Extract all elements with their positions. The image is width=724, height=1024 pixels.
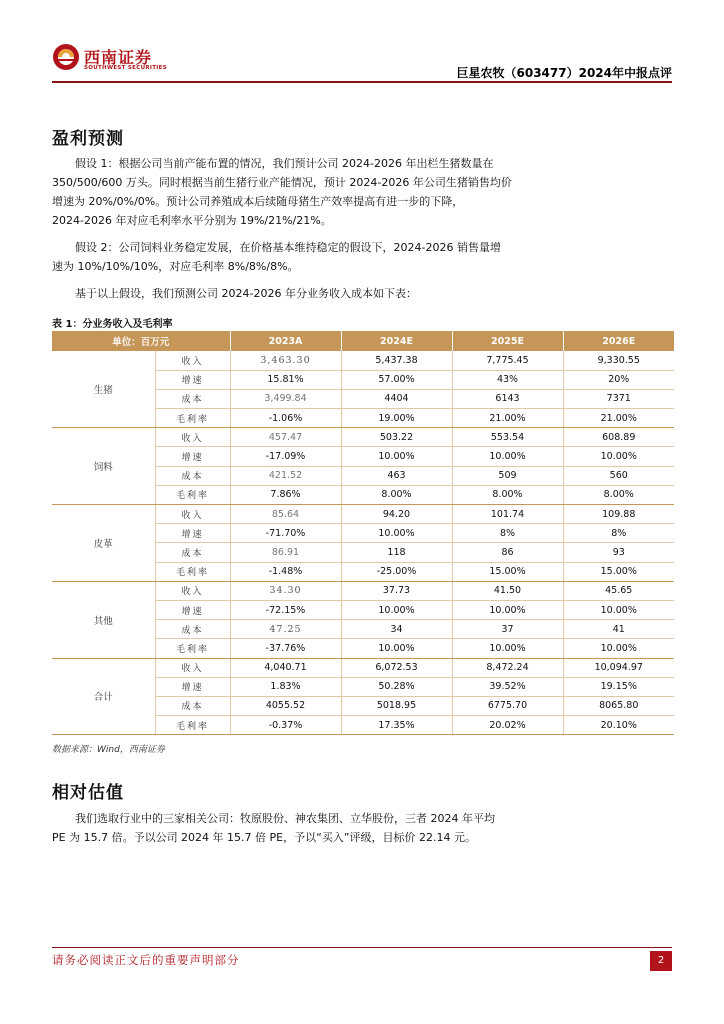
value-cell: 9,330.55 — [563, 351, 674, 370]
value-cell: 10.00% — [341, 447, 452, 466]
value-cell: 3,463.30 — [230, 351, 341, 370]
forecast-intro-paragraph — [52, 284, 672, 303]
value-cell: 109.88 — [563, 505, 674, 524]
metric-label-cell: 成本 — [155, 389, 230, 408]
logo-mark-icon — [52, 43, 80, 71]
value-cell: 20% — [563, 370, 674, 389]
value-cell: 8% — [452, 524, 563, 543]
value-cell: 421.52 — [230, 466, 341, 485]
value-cell: 20.02% — [452, 716, 563, 735]
valuation-paragraph — [52, 809, 672, 847]
assumption-1-paragraph — [52, 154, 672, 230]
segment-name-cell: 合计 — [52, 658, 155, 735]
value-cell: -37.76% — [230, 639, 341, 658]
value-cell: 101.74 — [452, 505, 563, 524]
value-cell: 10.00% — [452, 600, 563, 619]
value-cell: 4404 — [341, 389, 452, 408]
segment-name-cell: 皮革 — [52, 505, 155, 582]
metric-label-cell: 成本 — [155, 543, 230, 562]
value-cell: 37.73 — [341, 581, 452, 600]
value-cell: 39.52% — [452, 677, 563, 696]
value-cell: 41 — [563, 620, 674, 639]
value-cell: 93 — [563, 543, 674, 562]
value-cell: 7371 — [563, 389, 674, 408]
metric-label-cell: 成本 — [155, 466, 230, 485]
value-cell: 37 — [452, 620, 563, 639]
table-caption: 表 1：分业务收入及毛利率 — [52, 319, 173, 330]
value-cell: 8,472.24 — [452, 658, 563, 677]
paragraph-line: PE 为 15.7 倍。予以公司 2024 年 15.7 倍 PE，予以“买入”评级，目标价 22.14 元。 — [52, 831, 476, 844]
value-cell: 94.20 — [341, 505, 452, 524]
table-row — [52, 581, 674, 600]
page-number: 2 — [650, 951, 672, 971]
paragraph-line: 基于以上假设，我们预测公司 2024-2026 年分业务收入成本如下表： — [75, 287, 417, 300]
value-cell: -1.48% — [230, 562, 341, 581]
metric-label-cell: 毛利率 — [155, 562, 230, 581]
metric-label-cell: 收入 — [155, 658, 230, 677]
value-cell: 4055.52 — [230, 696, 341, 715]
metric-label-cell: 增速 — [155, 447, 230, 466]
value-cell: 15.81% — [230, 370, 341, 389]
value-cell: 5,437.38 — [341, 351, 452, 370]
brand-logo — [52, 43, 187, 75]
paragraph-line: 2024-2026 年对应毛利率水平分别为 19%/21%/21%。 — [52, 214, 332, 227]
value-cell: 5018.95 — [341, 696, 452, 715]
value-cell: -1.06% — [230, 409, 341, 428]
value-cell: 43% — [452, 370, 563, 389]
year-header: 2024E — [341, 331, 452, 351]
value-cell: 41.50 — [452, 581, 563, 600]
section-title-earnings-forecast: 盈利预测 — [52, 129, 124, 149]
metric-label-cell: 收入 — [155, 505, 230, 524]
value-cell: 553.54 — [452, 428, 563, 447]
value-cell: 608.89 — [563, 428, 674, 447]
value-cell: 17.35% — [341, 716, 452, 735]
table-row — [52, 505, 674, 524]
year-header: 2026E — [563, 331, 674, 351]
table-header-row — [52, 331, 674, 351]
value-cell: 15.00% — [563, 562, 674, 581]
metric-label-cell: 收入 — [155, 428, 230, 447]
paragraph-line: 假设 2：公司饲料业务稳定发展，在价格基本维持稳定的假设下，2024-2026 销售量增 — [75, 241, 501, 254]
metric-label-cell: 成本 — [155, 620, 230, 639]
logo-english-name: SOUTHWEST SECURITIES — [84, 65, 167, 71]
value-cell: 8% — [563, 524, 674, 543]
value-cell: 34.30 — [230, 581, 341, 600]
value-cell: 8.00% — [452, 485, 563, 504]
value-cell: -0.37% — [230, 716, 341, 735]
footer-divider — [52, 947, 672, 948]
segment-name-cell: 生猪 — [52, 351, 155, 428]
value-cell: 19.15% — [563, 677, 674, 696]
value-cell: 457.47 — [230, 428, 341, 447]
value-cell: 10.00% — [341, 639, 452, 658]
table-row — [52, 351, 674, 370]
value-cell: 50.28% — [341, 677, 452, 696]
paragraph-line: 假设 1：根据公司当前产能布置的情况，我们预计公司 2024-2026 年出栏生猪数量在 — [75, 157, 494, 170]
metric-label-cell: 收入 — [155, 351, 230, 370]
value-cell: 20.10% — [563, 716, 674, 735]
segment-name-cell: 饲料 — [52, 428, 155, 505]
value-cell: 503.22 — [341, 428, 452, 447]
value-cell: 10.00% — [452, 639, 563, 658]
value-cell: 86.91 — [230, 543, 341, 562]
metric-label-cell: 增速 — [155, 600, 230, 619]
paragraph-line: 我们选取行业中的三家相关公司：牧原股份、神农集团、立华股份，三者 2024 年平均 — [75, 812, 495, 825]
value-cell: 6775.70 — [452, 696, 563, 715]
value-cell: 7,775.45 — [452, 351, 563, 370]
value-cell: 57.00% — [341, 370, 452, 389]
metric-label-cell: 成本 — [155, 696, 230, 715]
value-cell: 509 — [452, 466, 563, 485]
metric-label-cell: 增速 — [155, 370, 230, 389]
value-cell: 560 — [563, 466, 674, 485]
value-cell: 45.65 — [563, 581, 674, 600]
value-cell: 3,499.84 — [230, 389, 341, 408]
unit-header: 单位：百万元 — [52, 331, 230, 351]
value-cell: 34 — [341, 620, 452, 639]
disclaimer-notice: 请务必阅读正文后的重要声明部分 — [52, 953, 240, 967]
report-title: 巨星农牧（603477）2024年中报点评 — [456, 66, 672, 80]
value-cell: 8.00% — [563, 485, 674, 504]
value-cell: 10.00% — [563, 639, 674, 658]
value-cell: -71.70% — [230, 524, 341, 543]
metric-label-cell: 毛利率 — [155, 639, 230, 658]
logo-chinese-name: 西南证券 — [84, 48, 153, 67]
value-cell: 4,040.71 — [230, 658, 341, 677]
year-header: 2023A — [230, 331, 341, 351]
value-cell: 10.00% — [563, 600, 674, 619]
metric-label-cell: 增速 — [155, 677, 230, 696]
value-cell: 86 — [452, 543, 563, 562]
metric-label-cell: 收入 — [155, 581, 230, 600]
table-source-note: 数据来源：Wind，西南证券 — [52, 745, 165, 755]
value-cell: -72.15% — [230, 600, 341, 619]
value-cell: 19.00% — [341, 409, 452, 428]
value-cell: 10.00% — [563, 447, 674, 466]
value-cell: 10.00% — [341, 524, 452, 543]
paragraph-line: 350/500/600 万头。同时根据当前生猪行业产能情况，预计 2024-2026 年公司生猪销售均价 — [52, 176, 512, 189]
value-cell: 7.86% — [230, 485, 341, 504]
value-cell: 118 — [341, 543, 452, 562]
table-row — [52, 428, 674, 447]
value-cell: 47.25 — [230, 620, 341, 639]
section-title-relative-valuation: 相对估值 — [52, 783, 124, 803]
table-row — [52, 658, 674, 677]
segment-revenue-table — [52, 331, 674, 735]
value-cell: 8.00% — [341, 485, 452, 504]
metric-label-cell: 增速 — [155, 524, 230, 543]
year-header: 2025E — [452, 331, 563, 351]
paragraph-line: 速为 10%/10%/10%，对应毛利率 8%/8%/8%。 — [52, 260, 299, 273]
header-divider — [52, 81, 672, 83]
value-cell: 8065.80 — [563, 696, 674, 715]
value-cell: 85.64 — [230, 505, 341, 524]
paragraph-line: 增速为 20%/0%/0%。预计公司养殖成本后续随母猪生产效率提高有进一步的下降， — [52, 195, 464, 208]
value-cell: 6143 — [452, 389, 563, 408]
value-cell: -17.09% — [230, 447, 341, 466]
value-cell: 6,072.53 — [341, 658, 452, 677]
value-cell: -25.00% — [341, 562, 452, 581]
value-cell: 1.83% — [230, 677, 341, 696]
value-cell: 21.00% — [563, 409, 674, 428]
segment-name-cell: 其他 — [52, 581, 155, 658]
value-cell: 10.00% — [452, 447, 563, 466]
assumption-2-paragraph — [52, 238, 672, 276]
metric-label-cell: 毛利率 — [155, 485, 230, 504]
value-cell: 463 — [341, 466, 452, 485]
value-cell: 21.00% — [452, 409, 563, 428]
value-cell: 15.00% — [452, 562, 563, 581]
value-cell: 10,094.97 — [563, 658, 674, 677]
metric-label-cell: 毛利率 — [155, 409, 230, 428]
value-cell: 10.00% — [341, 600, 452, 619]
metric-label-cell: 毛利率 — [155, 716, 230, 735]
